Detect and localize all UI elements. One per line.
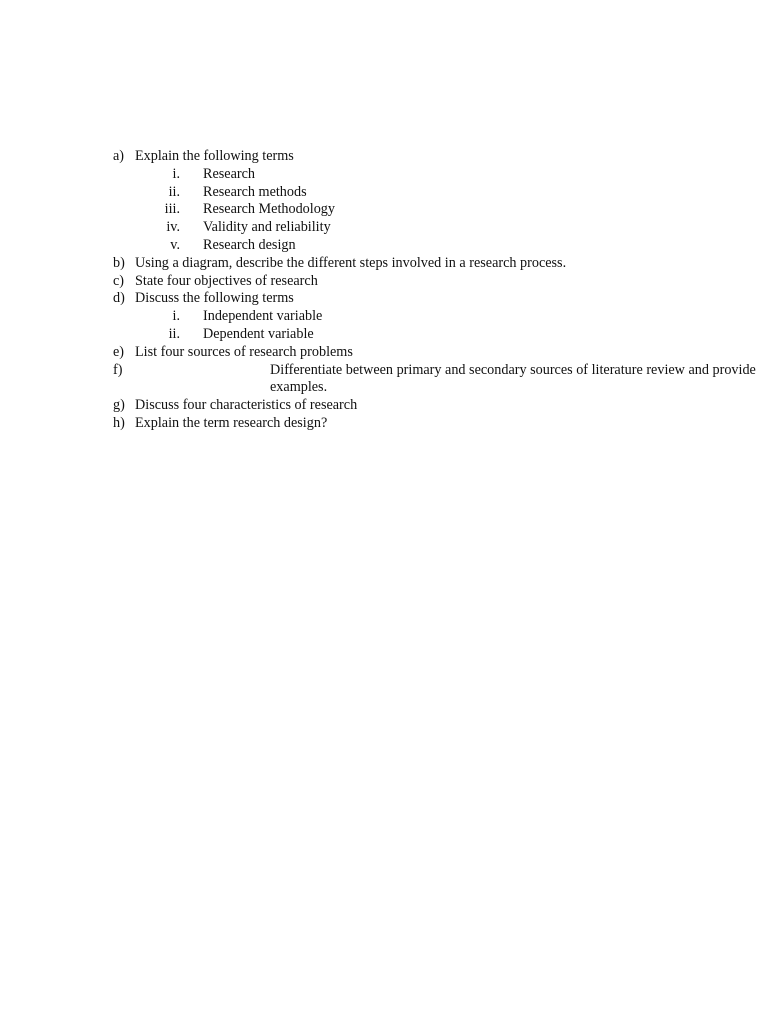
sub-item-text: Validity and reliability	[203, 219, 331, 236]
question-text: List four sources of research problems	[135, 343, 353, 360]
sub-item-text: Research design	[203, 236, 296, 253]
question-label: c)	[113, 272, 125, 289]
question-c	[0, 273, 768, 291]
question-b	[0, 255, 768, 273]
sub-item	[0, 166, 768, 184]
question-h	[0, 415, 768, 433]
question-list	[0, 148, 768, 433]
question-text: Explain the term research design?	[135, 414, 328, 431]
sub-item	[0, 184, 768, 202]
question-text: Explain the following terms	[135, 148, 294, 164]
question-label: d)	[113, 290, 125, 307]
question-label: b)	[113, 254, 125, 271]
question-text: Using a diagram, describe the different steps involved in a research process.	[135, 254, 567, 271]
sub-item-number: iii.	[164, 201, 180, 218]
sub-item-text: Dependent variable	[203, 325, 314, 342]
question-d	[0, 290, 768, 308]
question-label: g)	[113, 397, 125, 414]
question-label: e)	[113, 343, 125, 360]
sub-item	[0, 219, 768, 237]
sub-item-text: Research Methodology	[203, 201, 335, 218]
sub-item-number: iv.	[166, 219, 180, 236]
question-label: f)	[113, 361, 123, 378]
question-text: State four objectives of research	[135, 272, 318, 289]
sub-item-number: v.	[170, 236, 180, 253]
question-f	[0, 362, 768, 398]
question-text: Differentiate between primary and secondary sources of literature review and provide examples.	[270, 361, 756, 396]
sub-item-number: ii.	[168, 325, 180, 342]
sub-item	[0, 201, 768, 219]
question-e	[0, 344, 768, 362]
sub-item	[0, 308, 768, 326]
sub-item-number: i.	[172, 308, 180, 325]
question-a	[0, 148, 768, 166]
question-g	[0, 397, 768, 415]
sub-item-number: ii.	[168, 183, 180, 200]
sub-item	[0, 237, 768, 255]
question-label: h)	[113, 414, 125, 431]
sub-item-text: Independent variable	[203, 308, 323, 325]
sub-item-text: Research methods	[203, 183, 307, 200]
sub-item-text: Research	[203, 165, 255, 182]
question-text: Discuss four characteristics of research	[135, 397, 358, 414]
question-label: a)	[113, 148, 125, 164]
question-text: Discuss the following terms	[135, 290, 294, 307]
sub-item-number: i.	[172, 165, 180, 182]
sub-item	[0, 326, 768, 344]
